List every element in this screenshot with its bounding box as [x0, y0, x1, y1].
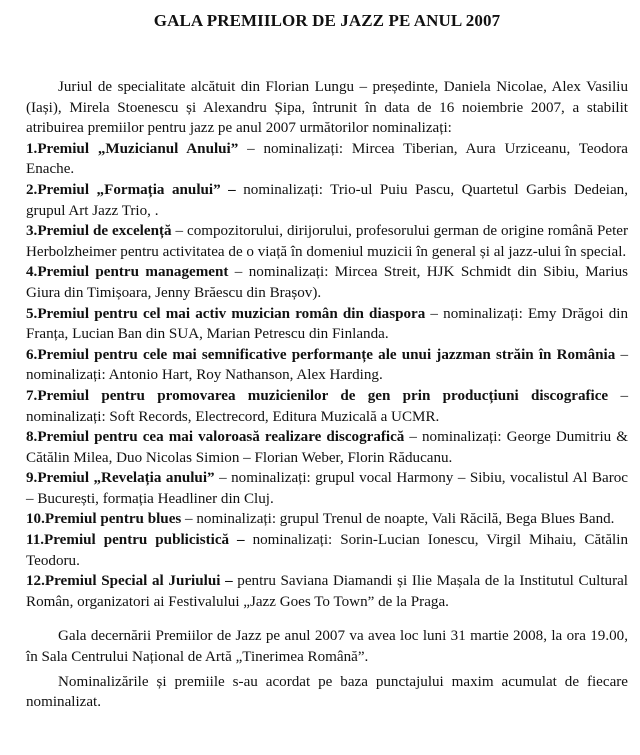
award-text: – nominalizați: Soft Records, Electrecord, Editura Muzicală a UCMR. — [26, 387, 628, 425]
award-text: – nominalizați: Mircea Tiberian, Aura Urziceanu, Teodora Enache. — [26, 140, 628, 178]
award-item — [26, 221, 628, 262]
award-item — [26, 345, 628, 386]
award-name: 1.Premiul „Muzicianul Anului” — [26, 140, 239, 157]
award-name: 6.Premiul pentru cele mai semnificative performanțe ale unui jazzman străin în România — [26, 346, 616, 363]
award-text: nominalizați: Trio-ul Puiu Pascu, Quartetul Garbis Dedeian, grupul Art Jazz Trio, . — [26, 181, 628, 219]
gala-date-paragraph: Gala decernării Premiilor de Jazz pe anul 2007 va avea loc luni 31 martie 2008, la ora 19.00, în Sala Centrului Național de Artă „Tinerimea Română”. — [26, 628, 628, 666]
award-text: – nominalizați: Antonio Hart, Roy Nathanson, Alex Harding. — [26, 346, 628, 384]
award-name: 11.Premiul pentru publicistică – — [26, 532, 245, 549]
award-item — [26, 139, 628, 180]
intro-paragraph: Juriul de specialitate alcătuit din Florian Lungu – președinte, Daniela Nicolae, Alex Vasiliu (Iași), Mirela Stoenescu și Alexandru Șipa, întrunit în data de 16 noiembrie 2007, a stabilit atribuirea premiilor pentru jazz pe anul 2007 următorilor nominalizați: — [26, 79, 628, 137]
awards-list — [26, 139, 628, 613]
award-text: nominalizați: Sorin-Lucian Ionescu, Virgil Mihaiu, Cătălin Teodoru. — [26, 532, 628, 569]
award-name: 2.Premiul „Formația anului” – — [26, 181, 236, 198]
award-text: – nominalizați: George Dumitriu & Cătălin Milea, Duo Nicolas Simion – Florian Weber, Florin Răducanu. — [26, 429, 628, 466]
award-name: 9.Premiul „Revelația anului” — [26, 470, 215, 487]
award-name: 12.Premiul Special al Juriului – — [26, 573, 233, 590]
award-text: – nominalizați: Emy Drăgoi din Franța, Lucian Ban din SUA, Marian Petrescu din Finlanda. — [26, 305, 628, 343]
nomination-criteria-paragraph: Nominalizările și premiile s-au acordat pe baza punctajului maxim acumulat de fiecare nominalizat. — [26, 673, 628, 711]
award-item — [26, 386, 628, 427]
award-name: 10.Premiul pentru blues — [26, 511, 182, 528]
award-text: – nominalizați: grupul Trenul de noapte, Vali Răcilă, Bega Blues Band. — [181, 511, 615, 528]
award-item — [26, 180, 628, 221]
award-text: – compozitorului, dirijorului, profesorului german de origine română Peter Herbolzheimer pentru activitatea de o viață în domeniul muzicii în general și al jazz-ului în special. — [26, 223, 628, 260]
award-item — [26, 304, 628, 345]
award-item — [26, 571, 628, 612]
award-item — [26, 427, 628, 468]
award-item — [26, 530, 628, 571]
document-title: GALA PREMIILOR DE JAZZ PE ANUL 2007 — [153, 11, 501, 30]
award-name: 8.Premiul pentru cea mai valoroasă realizare discografică — [26, 429, 405, 446]
award-text: – nominalizați: Mircea Streit, HJK Schmidt din Sibiu, Marius Giura din Timișoara, Jenny Brăescu din Brașov). — [26, 264, 629, 301]
award-text: – nominalizați: grupul vocal Harmony – Sibiu, vocalistul Al Baroc – București, formația Headliner din Cluj. — [26, 470, 628, 507]
award-text: pentru Saviana Diamandi și Ilie Mașala de la Institutul Cultural Român, organizatori ai Festivalului „Jazz Goes To Town” de la Praga. — [26, 573, 628, 610]
award-name: 5.Premiul pentru cel mai activ muzician român din diaspora — [26, 305, 426, 322]
award-item — [26, 468, 628, 509]
award-item — [26, 509, 628, 530]
award-item — [26, 262, 628, 303]
award-name: 7.Premiul pentru promovarea muzicienilor de gen prin producțiuni discografice — [26, 387, 609, 404]
award-name: 3.Premiul de excelență — [26, 223, 172, 240]
award-name: 4.Premiul pentru management — [26, 264, 229, 281]
